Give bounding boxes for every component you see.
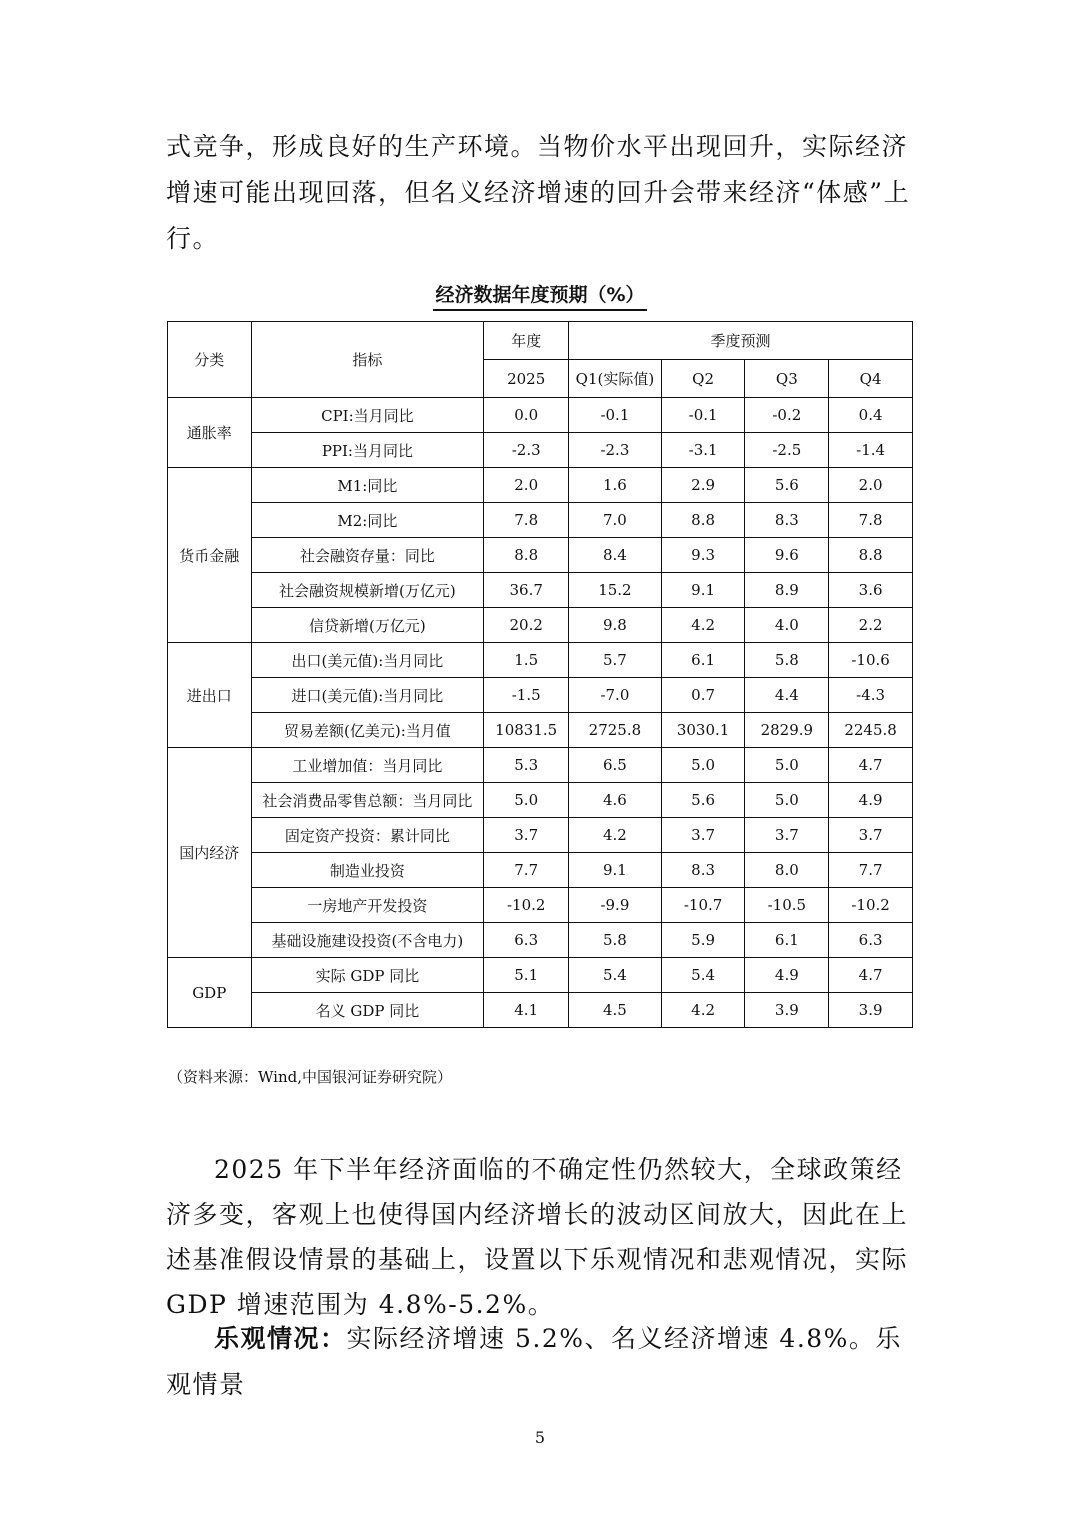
value-cell: -10.2 (829, 888, 913, 923)
optimistic-lead: 乐观情况： (214, 1324, 347, 1353)
value-cell: 3.7 (484, 818, 569, 853)
table-row (168, 643, 913, 678)
value-cell: 6.1 (745, 923, 829, 958)
table-row (168, 853, 913, 888)
value-cell: 7.8 (484, 503, 569, 538)
value-cell: 6.5 (569, 748, 662, 783)
page-number: 5 (534, 1428, 546, 1447)
value-cell: 4.6 (569, 783, 662, 818)
value-cell: 8.8 (484, 538, 569, 573)
value-cell: 9.1 (569, 853, 662, 888)
value-cell: 5.6 (745, 468, 829, 503)
value-cell: 5.0 (745, 748, 829, 783)
value-cell: 4.2 (661, 608, 745, 643)
header-year-group: 年度 (484, 322, 569, 360)
table-row (168, 748, 913, 783)
value-cell: 9.3 (661, 538, 745, 573)
value-cell: -2.3 (569, 433, 662, 468)
category-cell: GDP (168, 958, 252, 1028)
value-cell: 3.7 (745, 818, 829, 853)
indicator-cell: 工业增加值：当月同比 (251, 748, 484, 783)
table-title (0, 280, 1080, 307)
indicator-cell: 社会融资规模新增(万亿元) (251, 573, 484, 608)
table-row (168, 433, 913, 468)
value-cell: 2.0 (484, 468, 569, 503)
value-cell: 5.0 (745, 783, 829, 818)
value-cell: -0.1 (569, 398, 662, 433)
value-cell: 5.8 (745, 643, 829, 678)
value-cell: 1.6 (569, 468, 662, 503)
table-row (168, 923, 913, 958)
value-cell: 9.1 (661, 573, 745, 608)
value-cell: -10.2 (484, 888, 569, 923)
value-cell: 3.6 (829, 573, 913, 608)
optimistic-paragraph (166, 1316, 916, 1408)
value-cell: 3030.1 (661, 713, 745, 748)
value-cell: 8.8 (661, 503, 745, 538)
value-cell: -4.3 (829, 678, 913, 713)
scenario-paragraph: 2025 年下半年经济面临的不确定性仍然较大，全球政策经济多变，客观上也使得国内经济增长的波动区间放大，因此在上述基准假设情景的基础上，设置以下乐观情况和悲观情况，实际 GDP 增速范围为 4.8%-5.2%。 (166, 1155, 909, 1319)
indicator-cell: 基础设施建设投资(不含电力) (251, 923, 484, 958)
value-cell: -1.5 (484, 678, 569, 713)
table-row (168, 818, 913, 853)
category-cell: 货币金融 (168, 468, 252, 643)
value-cell: 8.8 (829, 538, 913, 573)
value-cell: 3.7 (661, 818, 745, 853)
value-cell: 5.7 (569, 643, 662, 678)
table-row (168, 398, 913, 433)
header-q3: Q3 (745, 360, 829, 398)
indicator-cell: 进口(美元值):当月同比 (251, 678, 484, 713)
value-cell: 7.7 (484, 853, 569, 888)
value-cell: 8.4 (569, 538, 662, 573)
value-cell: 5.0 (661, 748, 745, 783)
optimistic-text: 实际经济增速 5.2%、名义经济增速 4.8%。乐观情景 (166, 1324, 902, 1399)
value-cell: 4.7 (829, 958, 913, 993)
indicator-cell: 贸易差额(亿美元):当月值 (251, 713, 484, 748)
value-cell: 4.0 (745, 608, 829, 643)
value-cell: 2.9 (661, 468, 745, 503)
indicator-cell: 社会融资存量：同比 (251, 538, 484, 573)
value-cell: 15.2 (569, 573, 662, 608)
indicator-cell: 信贷新增(万亿元) (251, 608, 484, 643)
value-cell: 2.0 (829, 468, 913, 503)
value-cell: 7.7 (829, 853, 913, 888)
table-title-text: 经济数据年度预期（%） (433, 284, 646, 311)
value-cell: 7.8 (829, 503, 913, 538)
value-cell: 5.9 (661, 923, 745, 958)
header-q2: Q2 (661, 360, 745, 398)
indicator-cell: 制造业投资 (251, 853, 484, 888)
value-cell: 2725.8 (569, 713, 662, 748)
value-cell: 3.9 (829, 993, 913, 1028)
value-cell: 6.3 (829, 923, 913, 958)
value-cell: 4.9 (829, 783, 913, 818)
value-cell: -2.3 (484, 433, 569, 468)
indicator-cell: 固定资产投资：累计同比 (251, 818, 484, 853)
indicator-cell: 实际 GDP 同比 (251, 958, 484, 993)
value-cell: 1.5 (484, 643, 569, 678)
value-cell: 0.0 (484, 398, 569, 433)
header-quarter-group: 季度预测 (569, 322, 913, 360)
category-cell: 通胀率 (168, 398, 252, 468)
header-q4: Q4 (829, 360, 913, 398)
value-cell: 4.1 (484, 993, 569, 1028)
value-cell: 10831.5 (484, 713, 569, 748)
indicator-cell: M1:同比 (251, 468, 484, 503)
indicator-cell: 名义 GDP 同比 (251, 993, 484, 1028)
value-cell: 2245.8 (829, 713, 913, 748)
indicator-cell: 出口(美元值):当月同比 (251, 643, 484, 678)
intro-paragraph: 式竞争，形成良好的生产环境。当物价水平出现回升，实际经济增速可能出现回落，但名义经济增速的回升会带来经济“体感”上行。 (166, 132, 911, 253)
value-cell: 4.7 (829, 748, 913, 783)
indicator-cell: CPI:当月同比 (251, 398, 484, 433)
table-row (168, 468, 913, 503)
value-cell: 5.8 (569, 923, 662, 958)
value-cell: 8.3 (745, 503, 829, 538)
value-cell: 3.7 (829, 818, 913, 853)
value-cell: -9.9 (569, 888, 662, 923)
value-cell: -0.2 (745, 398, 829, 433)
table-row (168, 958, 913, 993)
value-cell: 4.5 (569, 993, 662, 1028)
value-cell: -10.6 (829, 643, 913, 678)
table-row (168, 678, 913, 713)
value-cell: 8.3 (661, 853, 745, 888)
table-row (168, 888, 913, 923)
value-cell: 5.4 (569, 958, 662, 993)
value-cell: 4.2 (569, 818, 662, 853)
value-cell: 4.4 (745, 678, 829, 713)
value-cell: 4.2 (661, 993, 745, 1028)
table-body (168, 398, 913, 1028)
category-cell: 进出口 (168, 643, 252, 748)
header-q1: Q1(实际值) (569, 360, 662, 398)
indicator-cell: PPI:当月同比 (251, 433, 484, 468)
value-cell: 7.0 (569, 503, 662, 538)
value-cell: 9.6 (745, 538, 829, 573)
source-note: （资料来源：Wind,中国银河证券研究院） (168, 1068, 452, 1086)
value-cell: 5.4 (661, 958, 745, 993)
value-cell: -10.7 (661, 888, 745, 923)
table-row (168, 993, 913, 1028)
value-cell: 5.3 (484, 748, 569, 783)
value-cell: 20.2 (484, 608, 569, 643)
table-row (168, 573, 913, 608)
header-indicator: 指标 (251, 322, 484, 398)
table-row (168, 783, 913, 818)
value-cell: 36.7 (484, 573, 569, 608)
forecast-table (167, 321, 913, 1028)
value-cell: 5.0 (484, 783, 569, 818)
value-cell: 4.9 (745, 958, 829, 993)
indicator-cell: 一房地产开发投资 (251, 888, 484, 923)
table-row (168, 503, 913, 538)
value-cell: -10.5 (745, 888, 829, 923)
value-cell: 0.4 (829, 398, 913, 433)
indicator-cell: 社会消费品零售总额：当月同比 (251, 783, 484, 818)
indicator-cell: M2:同比 (251, 503, 484, 538)
value-cell: 9.8 (569, 608, 662, 643)
table-row (168, 608, 913, 643)
value-cell: -7.0 (569, 678, 662, 713)
value-cell: 6.3 (484, 923, 569, 958)
table-row (168, 713, 913, 748)
value-cell: 0.7 (661, 678, 745, 713)
value-cell: 2829.9 (745, 713, 829, 748)
value-cell: -0.1 (661, 398, 745, 433)
table-row (168, 538, 913, 573)
value-cell: 8.9 (745, 573, 829, 608)
header-year: 2025 (484, 360, 569, 398)
category-cell: 国内经济 (168, 748, 252, 958)
value-cell: -2.5 (745, 433, 829, 468)
value-cell: -1.4 (829, 433, 913, 468)
value-cell: 6.1 (661, 643, 745, 678)
value-cell: 8.0 (745, 853, 829, 888)
value-cell: 3.9 (745, 993, 829, 1028)
value-cell: 5.1 (484, 958, 569, 993)
value-cell: 5.6 (661, 783, 745, 818)
header-category: 分类 (168, 322, 252, 398)
value-cell: -3.1 (661, 433, 745, 468)
value-cell: 2.2 (829, 608, 913, 643)
table-header-row (168, 322, 913, 360)
